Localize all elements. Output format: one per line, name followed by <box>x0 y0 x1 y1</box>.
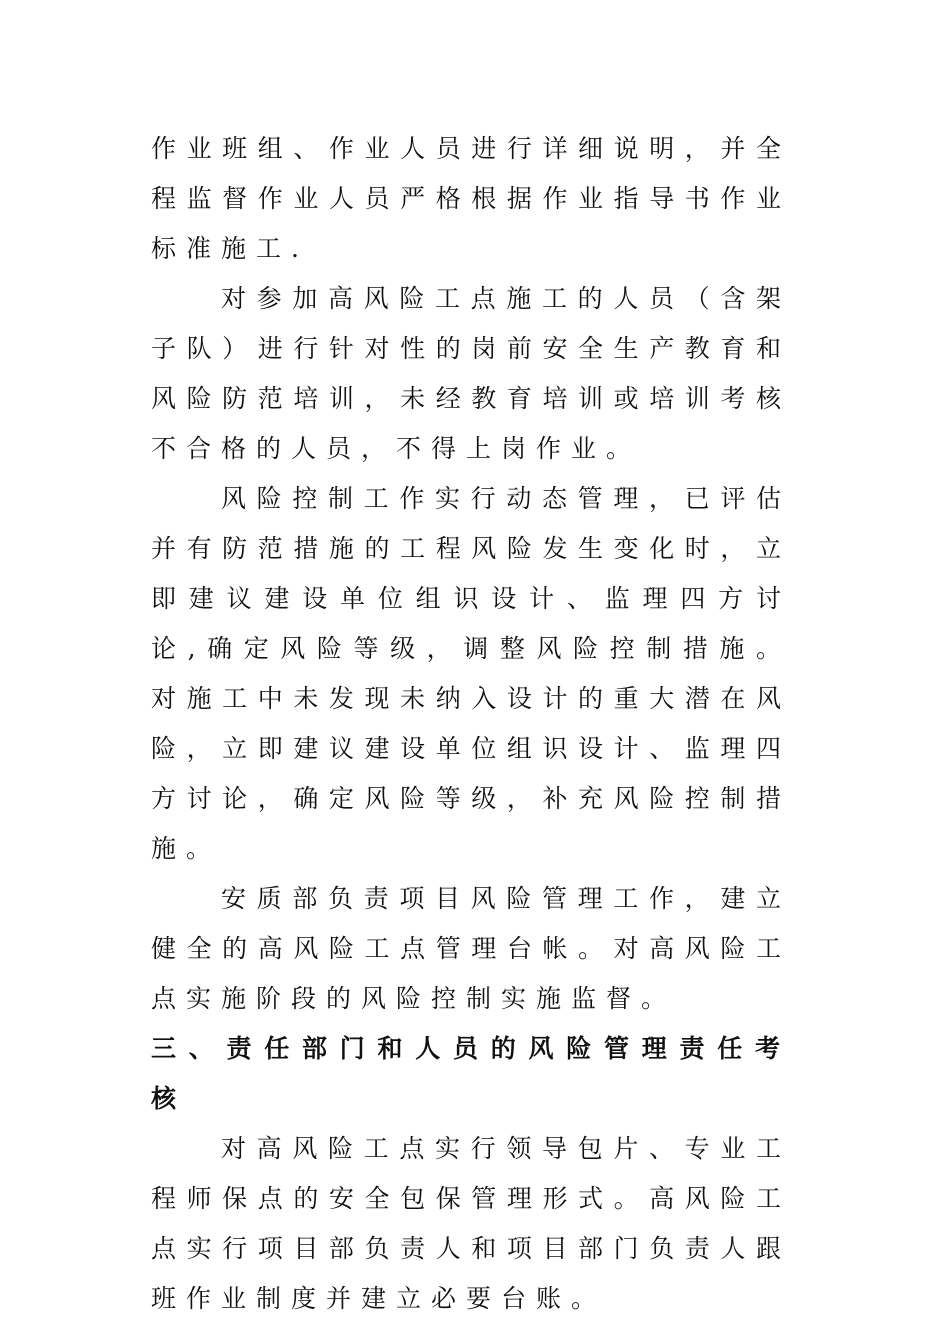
paragraph-continuation: 作业班组、作业人员进行详细说明，并全程监督作业人员严格根据作业指导书作业标准施工. <box>151 134 791 263</box>
document-body <box>151 124 791 1324</box>
section-heading: 三、责任部门和人员的风险管理责任考核 <box>151 1034 791 1113</box>
paragraph-safety-dept: 安质部负责项目风险管理工作，建立健全的高风险工点管理台帐。对高风险工点实施阶段的风险控制实施监督。 <box>151 884 791 1013</box>
paragraph-dynamic-management: 风险控制工作实行动态管理，已评估并有防范措施的工程风险发生变化时，立即建议建设单位组识设计、监理四方讨论,确定风险等级，调整风险控制措施。对施工中未发现未纳入设计的重大潜在风险，立即建议建设单位组识设计、监理四方讨论，确定风险等级，补充风险控制措施。 <box>151 484 791 863</box>
paragraph-responsibility: 对高风险工点实行领导包片、专业工程师保点的安全包保管理形式。高风险工点实行项目部负责人和项目部门负责人跟班作业制度并建立必要台账。 <box>151 1134 791 1313</box>
paragraph-training: 对参加高风险工点施工的人员（含架子队）进行针对性的岗前安全生产教育和风险防范培训，未经教育培训或培训考核不合格的人员，不得上岗作业。 <box>151 284 791 463</box>
